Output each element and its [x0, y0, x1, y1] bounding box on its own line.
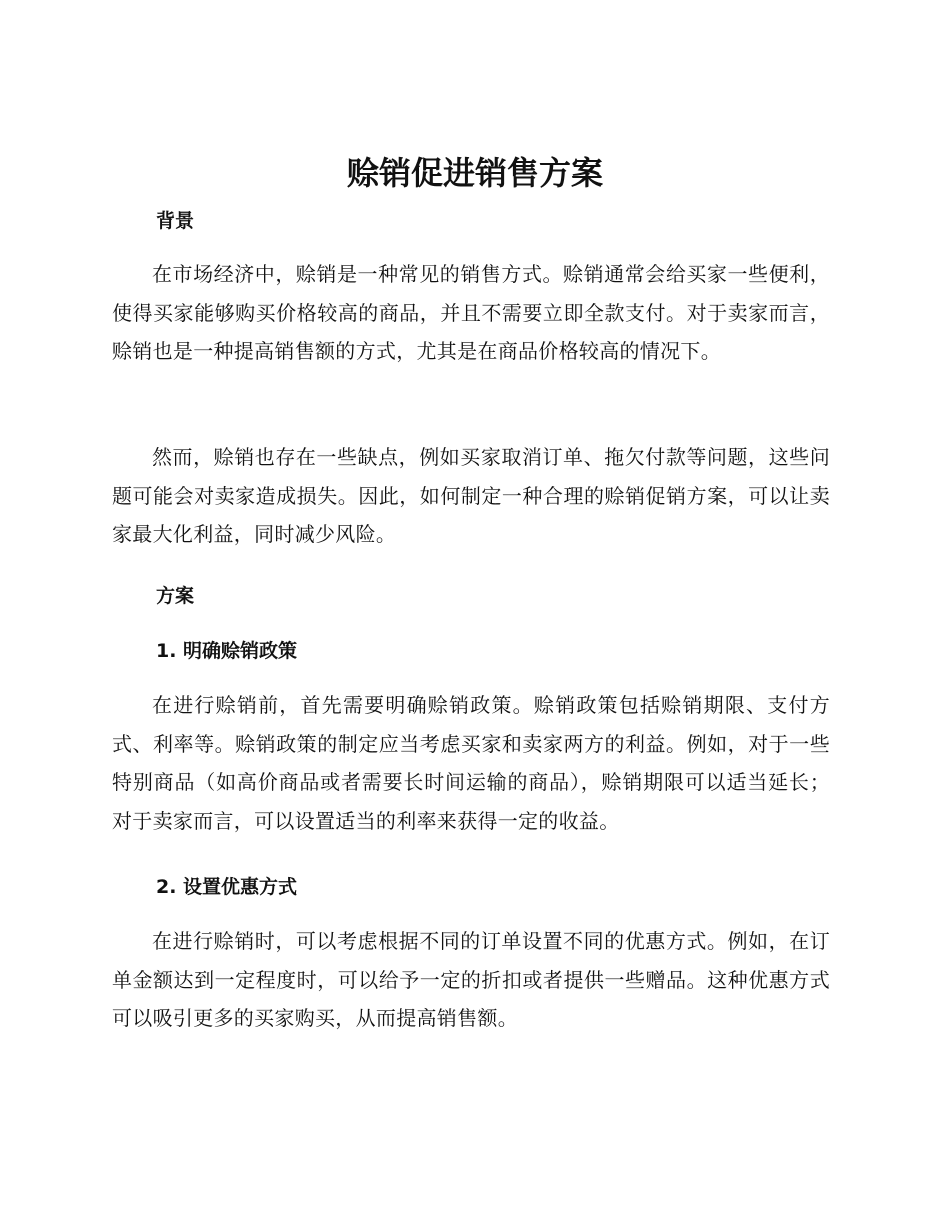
section-heading-policy: 1. 明确赊销政策	[156, 640, 298, 662]
paragraph-background-2: 然而，赊销也存在一些缺点，例如买家取消订单、拖欠付款等问题，这些问题可能会对卖家造成损失。因此，如何制定一种合理的赊销促销方案，可以让卖家最大化利益，同时减少风险。	[112, 445, 830, 546]
document-title: 赊销促进销售方案	[346, 154, 603, 192]
paragraph-policy: 在进行赊销前，首先需要明确赊销政策。赊销政策包括赊销期限、支付方式、利率等。赊销政策的制定应当考虑买家和卖家两方的利益。例如，对于一些特别商品（如高价商品或者需要长时间运输的商品），赊销期限可以适当延长；对于卖家而言，可以设置适当的利率来获得一定的收益。	[112, 693, 830, 833]
section-heading-discount: 2. 设置优惠方式	[156, 876, 298, 898]
paragraph-background-1: 在市场经济中，赊销是一种常见的销售方式。赊销通常会给买家一些便利，使得买家能够购买价格较高的商品，并且不需要立即全款支付。对于卖家而言，赊销也是一种提高销售额的方式，尤其是在商品价格较高的情况下。	[112, 262, 830, 363]
paragraph-discount: 在进行赊销时，可以考虑根据不同的订单设置不同的优惠方式。例如，在订单金额达到一定程度时，可以给予一定的折扣或者提供一些赠品。这种优惠方式可以吸引更多的买家购买，从而提高销售额。	[112, 929, 830, 1030]
section-heading-plan: 方案	[156, 585, 195, 607]
section-heading-background: 背景	[156, 210, 195, 232]
